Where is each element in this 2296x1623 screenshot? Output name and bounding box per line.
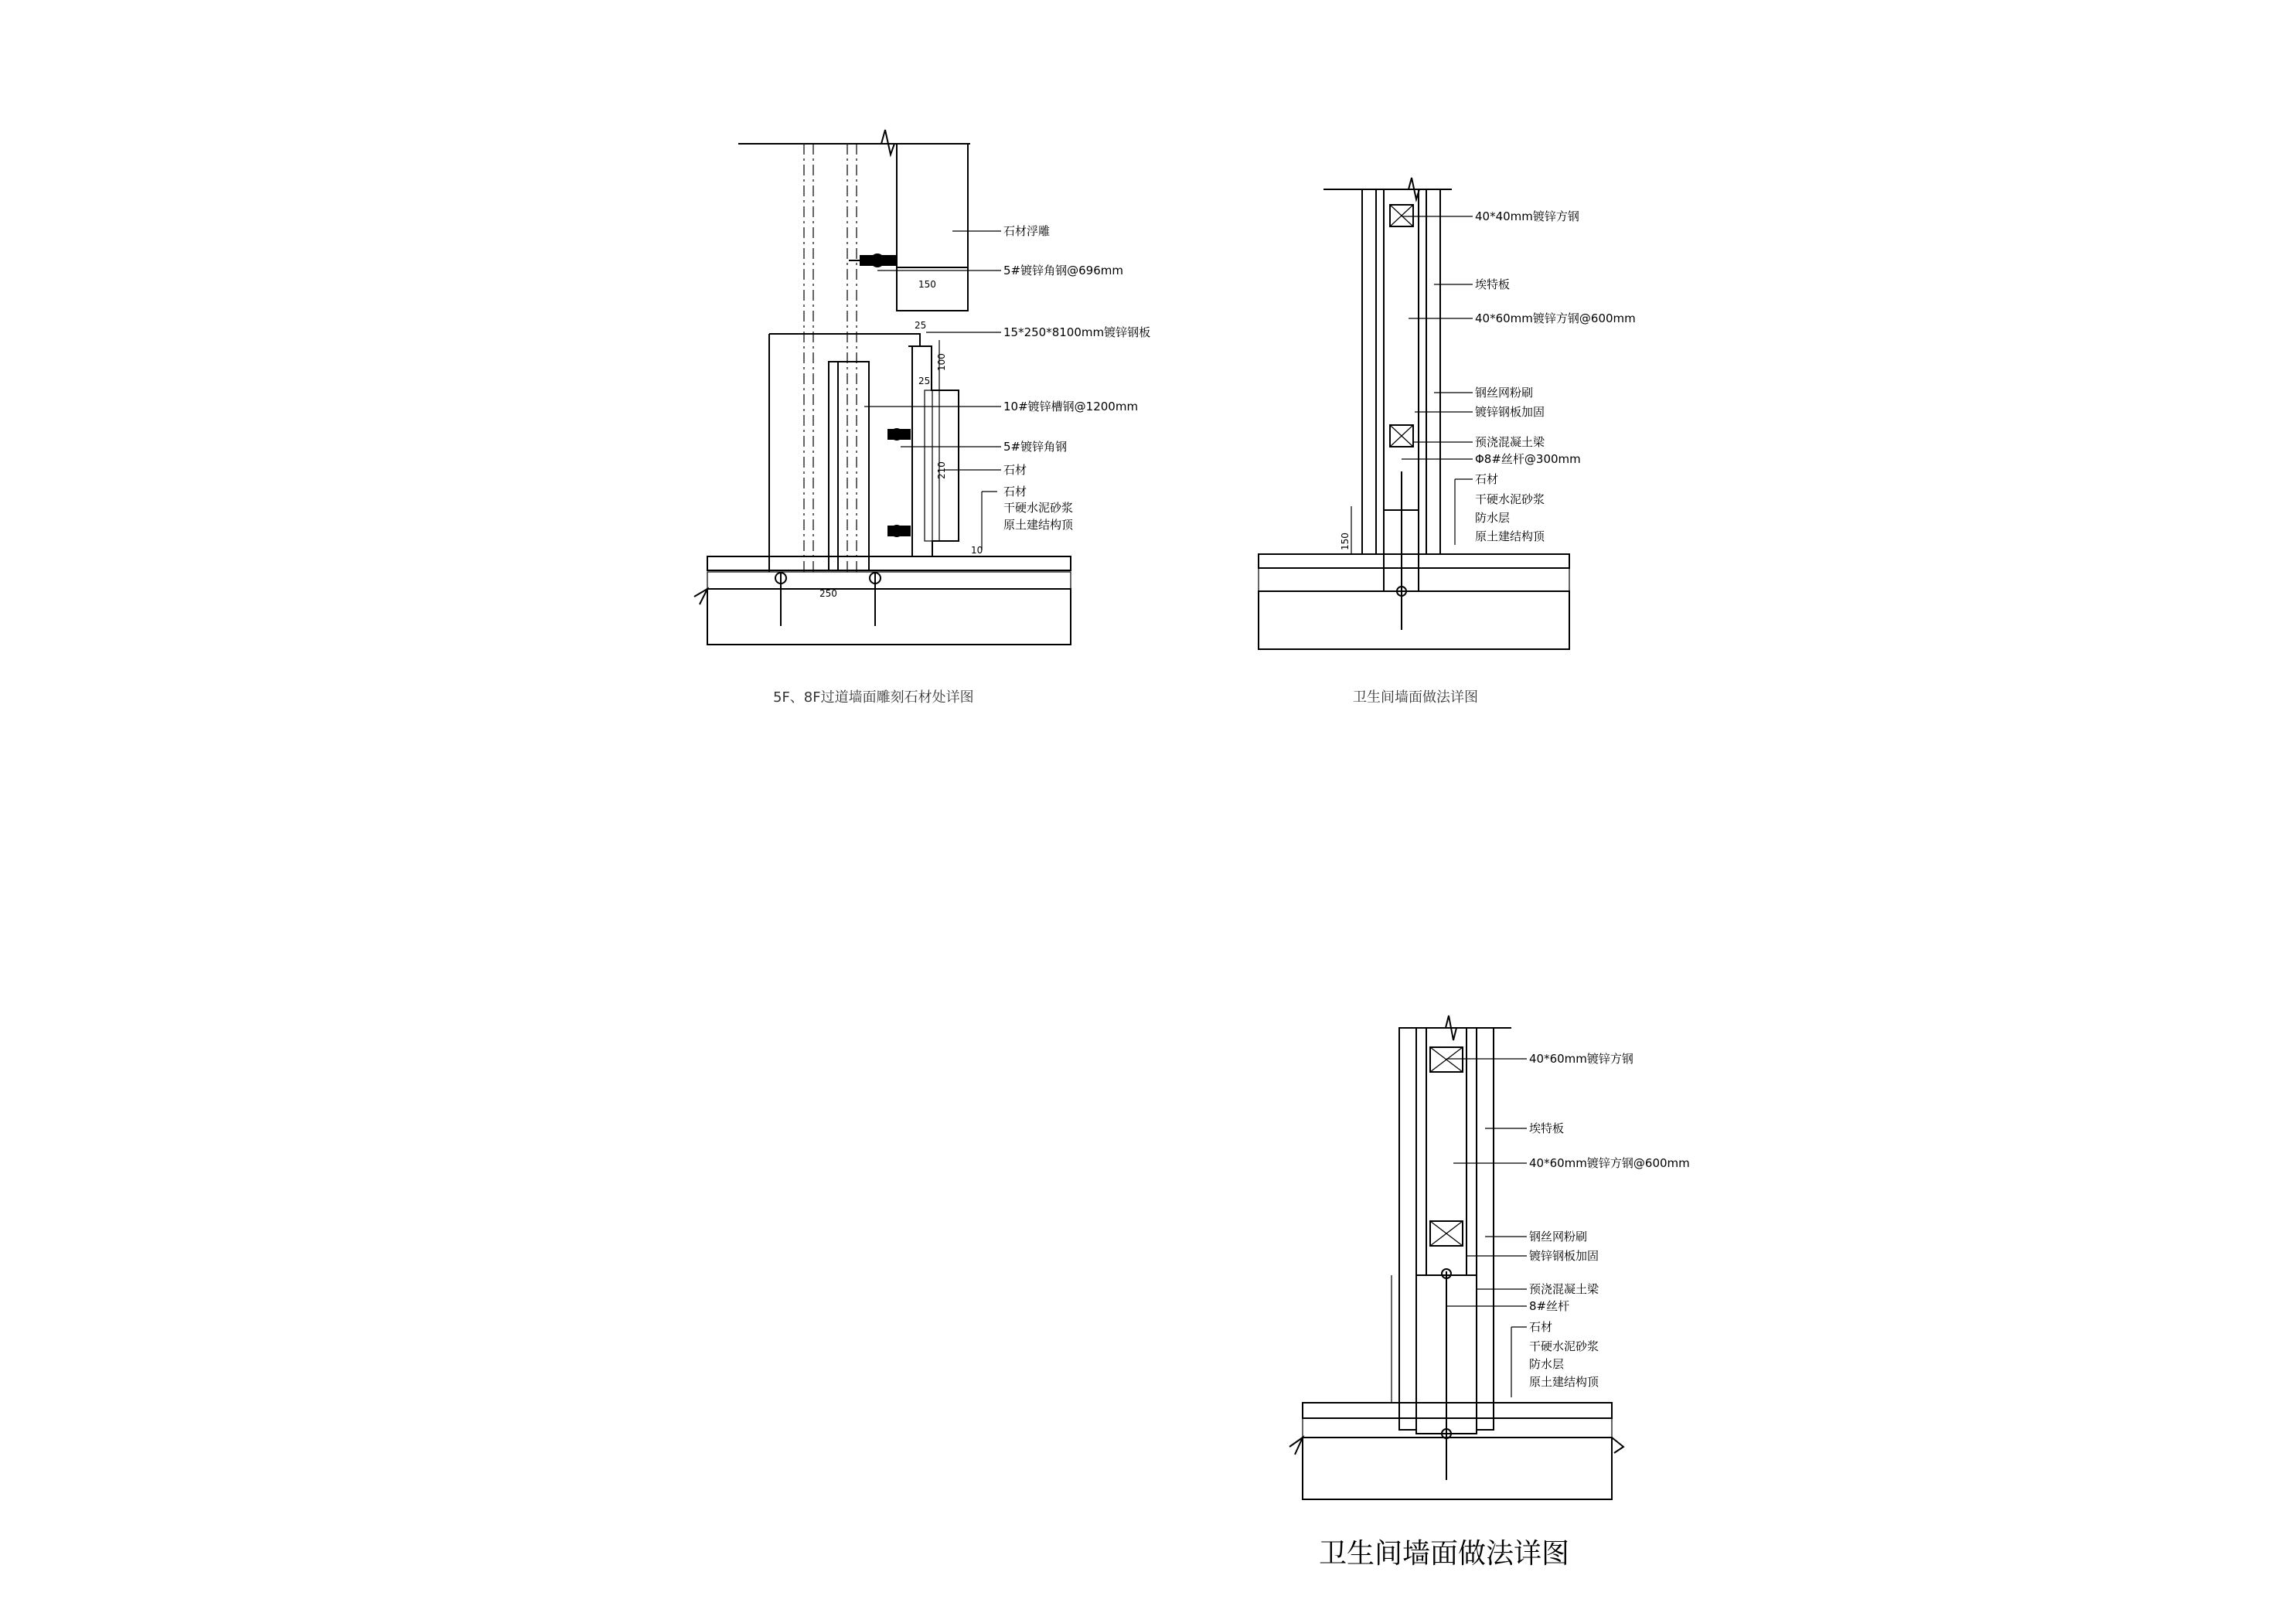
dim-210: 210 xyxy=(936,461,947,479)
dim-10: 10 xyxy=(971,545,983,556)
label-mesh-plaster: 钢丝网粉刷 xyxy=(1529,1230,1588,1244)
dim-150-d2: 150 xyxy=(1340,532,1351,550)
dim-25a: 25 xyxy=(915,320,927,331)
label-waterproof: 防水层 xyxy=(1475,511,1511,525)
label-steel-plate: 15*250*8100mm镀锌钢板 xyxy=(1003,325,1151,339)
label-structure: 原土建结构顶 xyxy=(1003,518,1074,532)
label-tube-40x60: 40*60mm镀锌方钢 xyxy=(1529,1052,1633,1066)
label-structure: 原土建结构顶 xyxy=(1529,1375,1599,1389)
label-mortar: 干硬水泥砂浆 xyxy=(1475,492,1545,506)
label-rod: Φ8#丝杆@300mm xyxy=(1475,452,1581,466)
label-steel-plate-reinforce: 镀锌钢板加固 xyxy=(1475,405,1545,419)
dim-250: 250 xyxy=(819,588,837,599)
label-stone: 石材 xyxy=(1529,1320,1553,1334)
detail-3-title: 卫生间墙面做法详图 xyxy=(1319,1538,1570,1570)
label-tube-40x60-600: 40*60mm镀锌方钢@600mm xyxy=(1529,1156,1690,1170)
detail-1-title: 5F、8F过道墙面雕刻石材处详图 xyxy=(773,689,974,706)
label-mesh-plaster: 钢丝网粉刷 xyxy=(1475,386,1534,400)
dim-150: 150 xyxy=(918,279,936,290)
label-mortar: 干硬水泥砂浆 xyxy=(1003,501,1074,515)
detail-2-title: 卫生间墙面做法详图 xyxy=(1353,689,1478,706)
label-mortar: 干硬水泥砂浆 xyxy=(1529,1339,1599,1353)
label-board: 埃特板 xyxy=(1529,1121,1565,1135)
label-waterproof: 防水层 xyxy=(1529,1357,1565,1371)
label-precast-beam: 预浇混凝土梁 xyxy=(1475,435,1545,449)
detail-1 xyxy=(694,130,1150,706)
label-stone-relief: 石材浮雕 xyxy=(1003,224,1051,238)
label-steel-plate-reinforce: 镀锌钢板加固 xyxy=(1529,1249,1599,1263)
label-structure: 原土建结构顶 xyxy=(1475,529,1545,543)
label-tube-40x60-600: 40*60mm镀锌方钢@600mm xyxy=(1475,311,1636,325)
label-angle-steel-696: 5#镀锌角钢@696mm xyxy=(1003,264,1123,277)
dim-25b: 25 xyxy=(918,376,931,386)
label-tube-40x40: 40*40mm镀锌方钢 xyxy=(1475,209,1579,223)
label-stone-a: 石材 xyxy=(1003,463,1027,477)
label-rod: 8#丝杆 xyxy=(1529,1299,1570,1313)
label-angle-steel: 5#镀锌角钢 xyxy=(1003,440,1068,454)
label-precast-beam: 预浇混凝土梁 xyxy=(1529,1282,1599,1296)
label-board: 埃特板 xyxy=(1475,277,1511,291)
detail-3 xyxy=(1289,1016,1690,1570)
label-stone-b: 石材 xyxy=(1003,485,1027,498)
label-stone: 石材 xyxy=(1475,472,1499,486)
label-channel-steel: 10#镀锌槽钢@1200mm xyxy=(1003,400,1139,413)
dim-100: 100 xyxy=(936,353,947,371)
detail-2 xyxy=(1259,178,1636,706)
